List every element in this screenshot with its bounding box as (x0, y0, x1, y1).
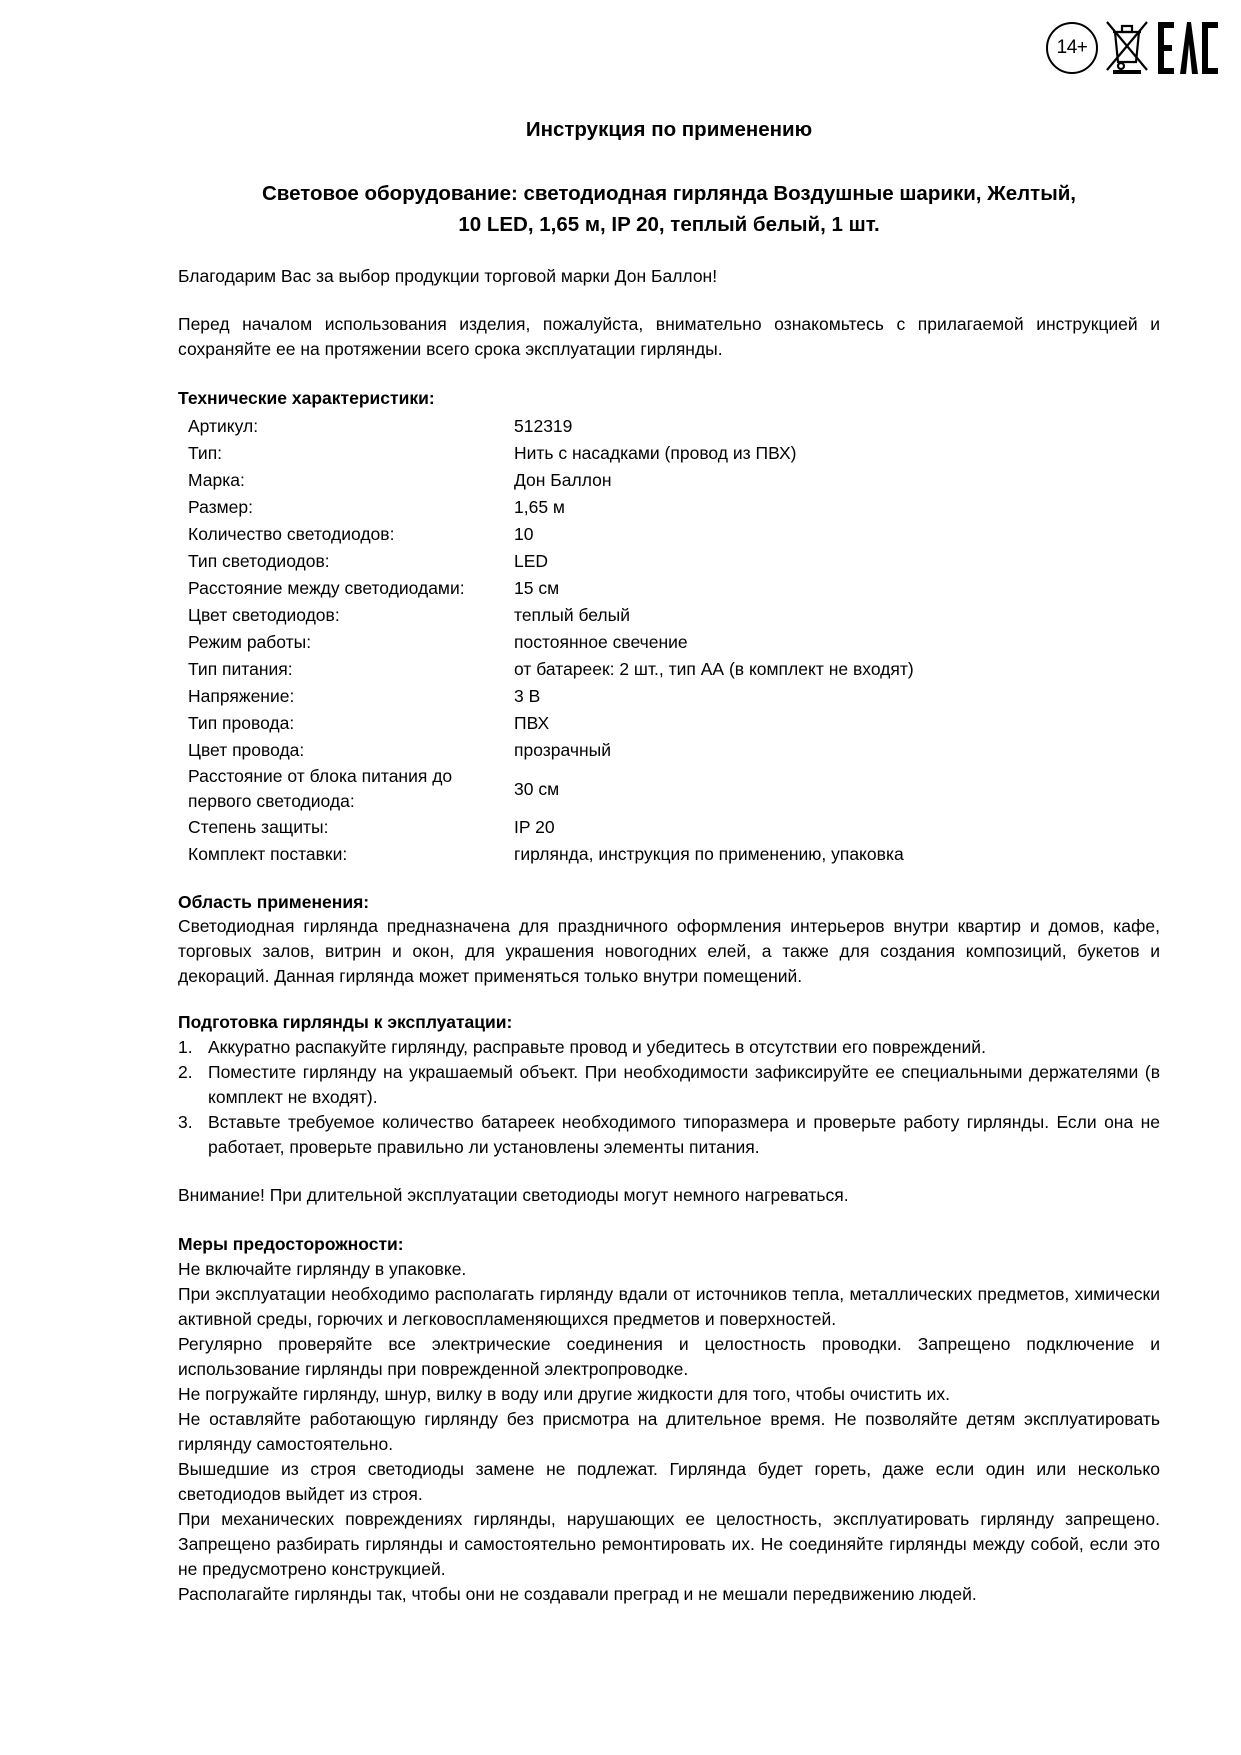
spec-value: 30 см (514, 778, 560, 799)
table-row (188, 683, 914, 710)
spec-value: постоянное свечение (514, 632, 688, 652)
crossed-bin-icon (1103, 18, 1151, 74)
list-item (178, 1110, 1160, 1160)
safety-item: Не включайте гирлянду в упаковке. (178, 1259, 467, 1279)
step-number: 1. (178, 1037, 193, 1057)
spec-value: IP 20 (514, 817, 555, 837)
safety-item: Регулярно проверяйте все электрические соединения и целостность проводки. Запрещено подключение и использование гирлянды при поврежденной электропроводке. (178, 1334, 1160, 1379)
spec-value: 1,65 м (514, 497, 565, 517)
spec-key: Марка: (188, 470, 245, 490)
list-item (178, 1035, 1160, 1060)
table-row (188, 737, 914, 764)
age-rating-badge: 14+ (1046, 22, 1098, 74)
safety-item: Вышедшие из строя светодиоды замене не подлежат. Гирлянда будет гореть, даже если один или несколько светодиодов выйдет из строя. (178, 1459, 1160, 1504)
spec-value: от батареек: 2 шт., тип АА (в комплект не входят) (514, 659, 914, 679)
table-row (188, 467, 914, 494)
table-row (188, 575, 914, 602)
spec-key: Тип: (188, 443, 223, 463)
intro-paragraph: Перед началом использования изделия, пожалуйста, внимательно ознакомьтесь с прилагаемой инструкцией и сохраняйте ее на протяжении всего срока эксплуатации гирлянды. (178, 314, 1160, 359)
step-text: Аккуратно распакуйте гирлянду, расправьте провод и убедитесь в отсутствии его повреждений. (208, 1037, 986, 1057)
table-row (188, 440, 914, 467)
spec-key: Тип провода: (188, 713, 295, 733)
spec-key: Степень защиты: (188, 817, 329, 837)
product-title (178, 178, 1160, 240)
spec-value: теплый белый (514, 605, 630, 625)
step-text: Вставьте требуемое количество батареек необходимого типоразмера и проверьте работу гирлянды. Если она не работает, проверьте правильно ли установлены элементы питания. (208, 1112, 1160, 1157)
certification-marks (1046, 18, 1226, 78)
thanks-paragraph: Благодарим Вас за выбор продукции торговой марки Дон Баллон! (178, 266, 718, 286)
spec-value: прозрачный (514, 740, 611, 760)
safety-item: Располагайте гирлянды так, чтобы они не создавали преград и не мешали передвижению людей. (178, 1584, 977, 1604)
spec-key: Цвет светодиодов: (188, 605, 340, 625)
specs-table (188, 413, 914, 868)
prep-heading: Подготовка гирлянды к эксплуатации: (178, 1012, 513, 1032)
safety-item: Не погружайте гирлянду, шнур, вилку в воду или другие жидкости для того, чтобы очистить их. (178, 1384, 951, 1404)
spec-key: Цвет провода: (188, 740, 305, 760)
table-row (188, 629, 914, 656)
attention-note: Внимание! При длительной эксплуатации светодиоды могут немного нагреваться. (178, 1185, 849, 1205)
step-number: 2. (178, 1062, 193, 1082)
step-text: Поместите гирлянду на украшаемый объект. При необходимости зафиксируйте ее специальными держателями (в комплект не входят). (208, 1062, 1160, 1107)
spec-value: 15 см (514, 578, 560, 598)
table-row (188, 548, 914, 575)
spec-value: 3 В (514, 686, 541, 706)
table-row (188, 494, 914, 521)
safety-text (178, 1257, 1160, 1607)
spec-value: 512319 (514, 416, 573, 436)
spec-key: Расстояние между светодиодами: (188, 578, 465, 598)
spec-key: Количество светодиодов: (188, 524, 395, 544)
spec-key: Размер: (188, 497, 254, 517)
scope-heading: Область применения: (178, 892, 370, 912)
table-row (188, 841, 914, 868)
spec-value: Дон Баллон (514, 470, 612, 490)
table-row (188, 656, 914, 683)
spec-key: Расстояние от блока питания до первого светодиода: (188, 766, 453, 811)
scope-text: Светодиодная гирлянда предназначена для праздничного оформления интерьеров внутри квартир и домов, кафе, торговых залов, витрин и окон, для украшения новогодних елей, а также для создания композиций, букетов и декораций. Данная гирлянда может применяться только внутри помещений. (178, 916, 1160, 986)
product-title-line-1: Световое оборудование: светодиодная гирлянда Воздушные шарики, Желтый, (261, 182, 1076, 205)
step-number: 3. (178, 1112, 193, 1132)
spec-value: ПВХ (514, 713, 550, 733)
prep-steps (178, 1035, 1160, 1160)
table-row (188, 710, 914, 737)
eac-mark-icon (1158, 22, 1218, 74)
table-row (188, 764, 914, 814)
spec-key: Комплект поставки: (188, 844, 348, 864)
specs-heading: Технические характеристики: (178, 388, 435, 408)
table-row (188, 521, 914, 548)
spec-value: 10 (514, 524, 534, 544)
table-row (188, 602, 914, 629)
safety-item: При эксплуатации необходимо располагать гирлянду вдали от источников тепла, металлических предметов, химически активной среды, горючих и легковоспламеняющихся предметов и поверхностей. (178, 1284, 1160, 1329)
spec-value: гирлянда, инструкция по применению, упаковка (514, 844, 904, 864)
product-title-line-2: 10 LED, 1,65 м, IP 20, теплый белый, 1 шт. (458, 213, 880, 236)
safety-item: При механических повреждениях гирлянды, нарушающих ее целостность, эксплуатировать гирлянду запрещено. Запрещено разбирать гирлянды и самостоятельно ремонтировать их. Не соединяйте гирлянды между собой, если это не предусмотрено конструкцией. (178, 1509, 1160, 1579)
table-row (188, 814, 914, 841)
spec-key: Режим работы: (188, 632, 312, 652)
spec-key: Тип светодиодов: (188, 551, 330, 571)
safety-item: Не оставляйте работающую гирлянду без присмотра на длительное время. Не позволяйте детям эксплуатировать гирлянду самостоятельно. (178, 1409, 1160, 1454)
table-row (188, 413, 914, 440)
safety-heading: Меры предосторожности: (178, 1234, 404, 1254)
spec-key: Напряжение: (188, 686, 295, 706)
document-title: Инструкция по применению (525, 118, 813, 141)
spec-key: Тип питания: (188, 659, 293, 679)
list-item (178, 1060, 1160, 1110)
spec-value: Нить с насадками (провод из ПВХ) (514, 443, 797, 463)
spec-key: Артикул: (188, 416, 259, 436)
spec-value: LED (514, 551, 549, 571)
